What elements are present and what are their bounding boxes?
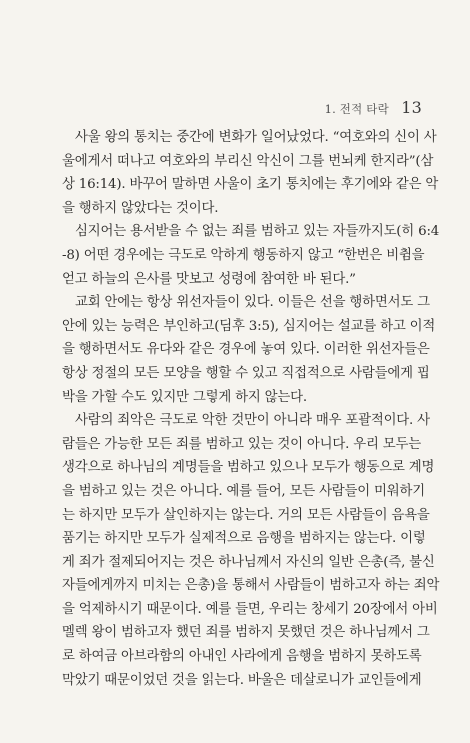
text-line: 게 죄가 절제되어지는 것은 하나님께서 자신의 일반 은총(즉, 불신 xyxy=(62,554,435,570)
text-line: 사울 왕의 통치는 중간에 변화가 일어났었다. “여호와의 신이 사 xyxy=(75,130,437,145)
text-line: 교회 안에는 항상 위선자들이 있다. 이들은 선을 행하면서도 그 xyxy=(75,295,430,311)
text-line: 울에게서 떠나고 여호와의 부리신 악신이 그를 번뇌케 한지라”(삼 xyxy=(62,153,434,169)
text-line: 멜렉 왕이 범하고자 했던 죄를 범하지 못했던 것은 하나님께서 그 xyxy=(62,625,430,641)
paragraph-2 xyxy=(62,220,440,291)
text-line: 심지어는 용서받을 수 없는 죄를 범하고 있는 자들까지도(히 6:4 xyxy=(75,224,440,240)
text-line: 자들에게까지 미치는 은총)을 통해서 사람들이 범하고자 하는 죄악 xyxy=(62,578,440,594)
text-line: 품기는 하지만 모두가 실제적으로 음행을 범하지는 않는다. 이렇 xyxy=(62,531,426,547)
paragraph-1 xyxy=(62,126,439,220)
text-line: 막았기 때문이었던 것을 읽는다. 바울은 데살로니가 교인들에게 xyxy=(62,672,422,688)
paragraph-3 xyxy=(62,291,436,409)
running-head xyxy=(325,98,422,117)
text-line: 을 행하면서도 유다와 같은 경우에 놓여 있다. 이러한 위선자들은 xyxy=(62,342,430,358)
text-line: 을 행하지 않았다는 것이다. xyxy=(62,200,219,216)
text-line: 안에 있는 능력은 부인하고(딤후 3:5), 심지어는 설교를 하고 이적 xyxy=(62,318,436,334)
text-line: 얻고 하늘의 은사를 맛보고 성령에 참여한 바 된다.” xyxy=(62,271,356,287)
text-line: 생각으로 하나님의 계명들을 범하고 있으나 모두가 행동으로 계명 xyxy=(62,460,435,476)
text-line: 사람의 죄악은 극도로 악한 것만이 아니라 매우 포괄적이다. 사 xyxy=(75,413,430,429)
text-line: 람들은 가능한 모든 죄를 범하고 있는 것이 아니다. 우리 모두는 xyxy=(62,436,421,452)
text-line: 는 하지만 모두가 살인하지는 않는다. 거의 모든 사람들이 음욕을 xyxy=(62,507,430,523)
text-line: 로 하여금 아브라함의 아내인 사라에게 음행을 범하지 못하도록 xyxy=(62,649,422,665)
page-number: 13 xyxy=(401,98,422,117)
text-line: 을 억제하시기 때문이다. 예를 들면, 우리는 창세기 20장에서 아비 xyxy=(62,601,438,617)
text-line: 항상 정절의 모든 모양을 행할 수 있고 직접적으로 사람들에게 핍 xyxy=(62,365,430,381)
paragraph-4 xyxy=(62,409,440,692)
body-text xyxy=(62,126,440,692)
chapter-title: 1. 전적 타락 xyxy=(324,102,389,116)
text-line: -8) 어떤 경우에는 극도로 악하게 행동하지 않고 “한번은 비췸을 xyxy=(62,247,425,263)
text-line: 상 16:14). 바꾸어 말하면 사울이 초기 통치에는 후기에와 같은 악 xyxy=(62,177,439,193)
text-line: 박을 가할 수도 있지만 그렇게 하지 않는다. xyxy=(62,389,307,405)
text-line: 을 범하고 있는 것은 아니다. 예를 들어, 모든 사람들이 미워하기 xyxy=(62,483,426,499)
